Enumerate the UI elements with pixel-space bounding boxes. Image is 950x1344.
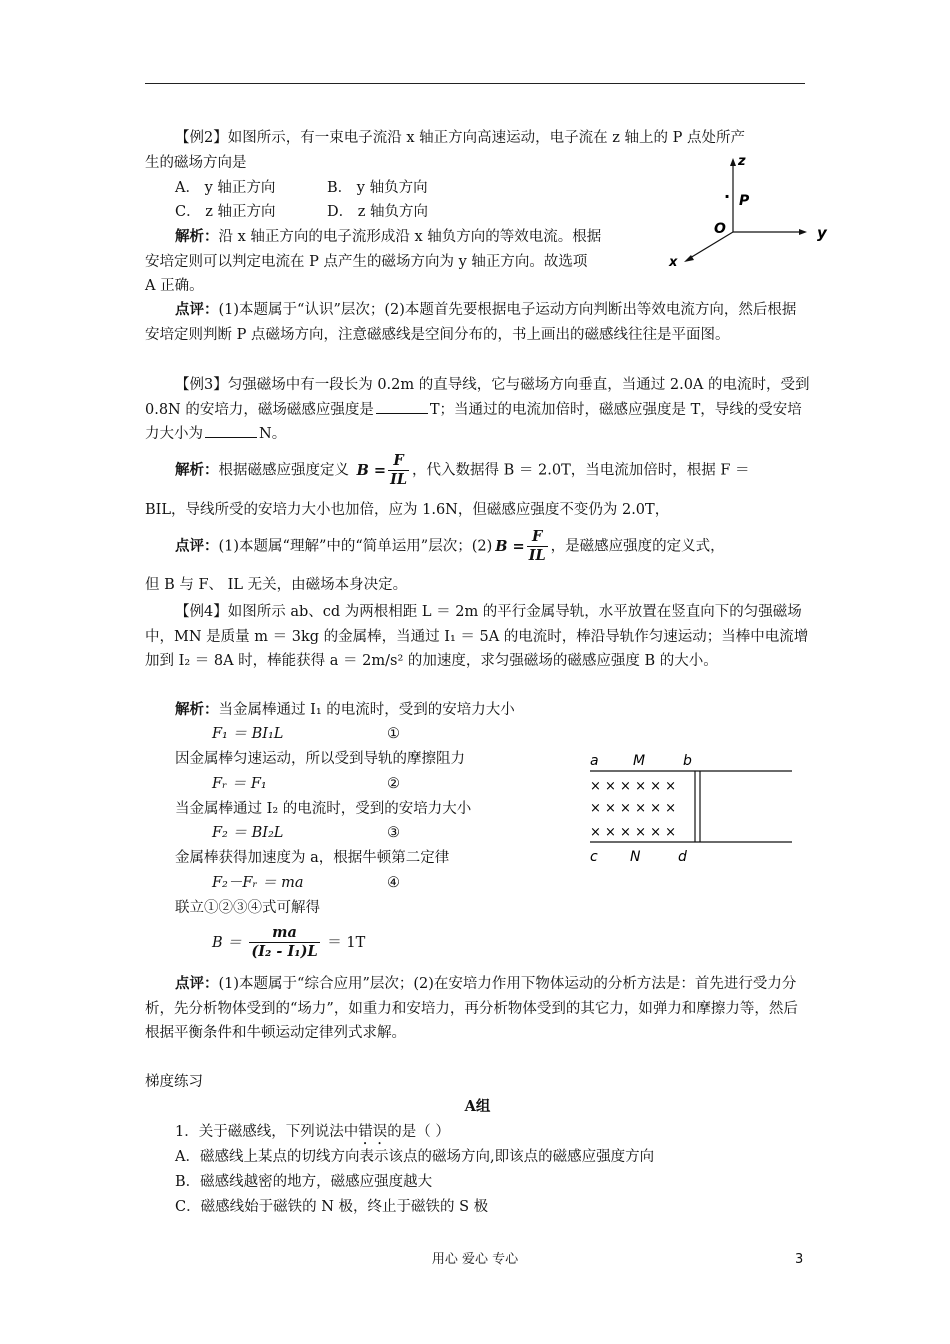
analysis-label: 解析： xyxy=(175,461,219,479)
answer-blank-1[interactable] xyxy=(376,399,428,414)
ex4-question: 【例4】如图所示 ab、cd 为两根相距 L ＝ 2m 的平行金属导轨，水平放置在竖直向下的匀强磁场中，MN 是质量 m ＝ 3kg 的金属棒，当通过 I₁ ＝ 5A 的电流时，棒沿导轨作匀速运动；当棒中电流增加到 I₂ ＝ 8A 时，棒能获得 a ＝ 2m/s² 的加速度，求匀强磁场的磁感应强度 B 的大小。 xyxy=(145,604,809,669)
equation-3: F₂ ＝ BI₂L xyxy=(212,825,284,841)
ex3-text-b: T；当通过的电流加倍时，磁感应强度是 T，导线的受安培力大小为 xyxy=(145,401,802,442)
ex3-analysis-a: 根据磁感应强度定义 xyxy=(218,462,349,479)
label-b: b xyxy=(683,753,692,769)
ex3-comment-line2: 但 B 与 F、 IL 无关，由磁场本身决定。 xyxy=(145,577,408,593)
result-formula xyxy=(212,924,365,961)
analysis-label: 解析： xyxy=(175,228,219,245)
origin-label: O xyxy=(714,221,726,237)
result-numerator: ma xyxy=(272,924,297,941)
answer-blank-2[interactable] xyxy=(205,423,257,438)
question-1 xyxy=(175,1122,450,1148)
ex2-question-line1: 【例2】如图所示，有一束电子流沿 x 轴正方向高速运动，电子流在 z 轴上的 P 点处所产 xyxy=(175,130,745,146)
question-1-option-b: B．磁感线越密的地方，磁感应强度越大 xyxy=(175,1174,433,1190)
page-number: 3 xyxy=(795,1252,804,1267)
label-a: a xyxy=(590,753,599,769)
ex4-analysis-l3: 当金属棒通过 I₂ 的电流时，受到的安培力大小 xyxy=(175,801,472,817)
question-1-emphasis: 错误 xyxy=(358,1124,388,1140)
formula-b-definition-2 xyxy=(495,528,547,565)
point-p-label: P xyxy=(739,193,750,209)
equation-3-number: ③ xyxy=(387,825,400,841)
ex4-analysis-l4: 金属棒获得加速度为 a，根据牛顿第二定律 xyxy=(175,850,450,866)
ex3-analysis-b: ，代入数据得 B ＝ 2.0T，当电流加倍时，根据 F ＝ xyxy=(412,462,750,479)
ex2-comment-text: (1)本题属于“认识”层次；(2)本题首先要根据电子运动方向判断出等效电流方向，然后根据安培定则判断 P 点磁场方向，注意磁感线是空间分布的，书上画出的磁感线往往是平面图。 xyxy=(145,302,797,343)
ex3-comment-a: (1)本题属“理解”中的“简单运用”层次；(2) xyxy=(218,538,493,555)
header-rule xyxy=(145,83,805,84)
analysis-label: 解析： xyxy=(175,701,219,718)
ex2-analysis-line3: A 正确。 xyxy=(145,278,204,294)
ex2-analysis-line1 xyxy=(175,227,601,247)
ex3-comment-line1 xyxy=(175,528,725,565)
ex4-analysis-l5: 联立①②③④式可解得 xyxy=(175,900,320,916)
label-d: d xyxy=(678,849,687,865)
result-lhs: B ＝ xyxy=(212,934,242,951)
ex4-analysis-l2: 因金属棒匀速运动，所以受到导轨的摩擦阻力 xyxy=(175,751,465,767)
equation-4: F₂－Fᵣ ＝ ma xyxy=(212,875,304,891)
ex3-text-c: N。 xyxy=(259,426,287,442)
field-cross-row-1: × × × × × × xyxy=(590,779,677,794)
comment-label: 点评： xyxy=(175,537,219,555)
comment-label: 点评： xyxy=(175,301,219,318)
question-1-option-c: C．磁感线始于磁铁的 N 极，终止于磁铁的 S 极 xyxy=(175,1199,489,1215)
ex2-analysis-line2: 安培定则可以判定电流在 P 点产生的磁场方向为 y 轴正方向。故选项 xyxy=(145,254,588,270)
equation-1: F₁ ＝ BI₁L xyxy=(212,726,284,742)
formula-numerator: F xyxy=(532,528,543,545)
ex2-option-b: B． y 轴负方向 xyxy=(327,180,428,196)
ex3-comment-b: ，是磁感应强度的定义式， xyxy=(550,538,725,555)
ex2-option-d: D． z 轴负方向 xyxy=(327,204,428,220)
result-rhs: ＝ 1T xyxy=(327,934,366,951)
ex3-question xyxy=(145,373,810,447)
footer-center: 用心 爱心 专心 xyxy=(431,1252,519,1267)
label-c: c xyxy=(590,849,598,865)
formula-denominator: IL xyxy=(528,547,546,564)
axis-y-label: y xyxy=(817,224,827,242)
question-1-option-a: A．磁感线上某点的切线方向表示该点的磁场方向,即该点的磁感应强度方向 xyxy=(175,1149,655,1165)
question-1-text: 1．关于磁感线，下列说法中 xyxy=(175,1124,359,1140)
formula-lhs: B = xyxy=(495,537,525,555)
equation-2-number: ② xyxy=(387,776,400,792)
result-denominator: (I₂ - I₁)L xyxy=(251,943,318,960)
ex2-axes-diagram xyxy=(660,150,840,275)
axis-z-label: z xyxy=(738,154,746,169)
ex2-option-a: A． y 轴正方向 xyxy=(175,180,276,196)
ex4-comment-text: (1)本题属于“综合应用”层次；(2)在安培力作用下物体运动的分析方法是：首先进行受力分析，先分析物体受到的“场力”，如重力和安培力，再分析物体受到的其它力，如弹力和摩擦力等，然后根据平衡条件和牛顿运动定律列式求解。 xyxy=(145,976,798,1041)
rails-diagram xyxy=(580,748,800,868)
ex2-question-line2: 生的磁场方向是 xyxy=(145,155,247,171)
label-N: N xyxy=(630,849,641,865)
ex3-analysis-line2: BIL，导线所受的安培力大小也加倍，应为 1.6N，但磁感应强度不变仍为 2.0T， xyxy=(145,502,670,518)
ex4-analysis-l1 xyxy=(175,700,515,720)
ex2-option-c: C． z 轴正方向 xyxy=(175,204,276,220)
group-heading: A组 xyxy=(464,1098,491,1115)
ex3-text-a: 【例3】匀强磁场中有一段长为 0.2m 的直导线，它与磁场方向垂直，当通过 2.0A 的电流时，受到 0.8N 的安培力，磁场磁感应强度是 xyxy=(145,377,810,418)
point-dot: · xyxy=(724,187,731,206)
axis-x-label: x xyxy=(669,255,678,270)
ex2-analysis-text1: 沿 x 轴正方向的电子流形成沿 x 轴负方向的等效电流。根据 xyxy=(218,229,602,245)
question-1-end: 的是（ ） xyxy=(387,1124,450,1140)
field-cross-row-3: × × × × × × xyxy=(590,825,677,840)
practice-title: 梯度练习 xyxy=(145,1074,203,1090)
equation-2: Fᵣ ＝ F₁ xyxy=(212,776,267,792)
equation-4-number: ④ xyxy=(387,875,400,891)
field-cross-row-2: × × × × × × xyxy=(590,801,677,816)
ex4-l1-text: 当金属棒通过 I₁ 的电流时，受到的安培力大小 xyxy=(218,702,515,718)
formula-denominator: IL xyxy=(390,471,408,488)
equation-1-number: ① xyxy=(387,726,400,742)
formula-b-definition xyxy=(357,452,409,489)
formula-lhs: B = xyxy=(356,461,387,479)
ex4-comment xyxy=(145,972,810,1046)
formula-numerator: F xyxy=(393,452,404,469)
label-M: M xyxy=(633,753,646,769)
comment-label: 点评： xyxy=(175,975,219,992)
ex2-comment xyxy=(145,298,810,347)
ex3-analysis-line1 xyxy=(175,452,750,489)
